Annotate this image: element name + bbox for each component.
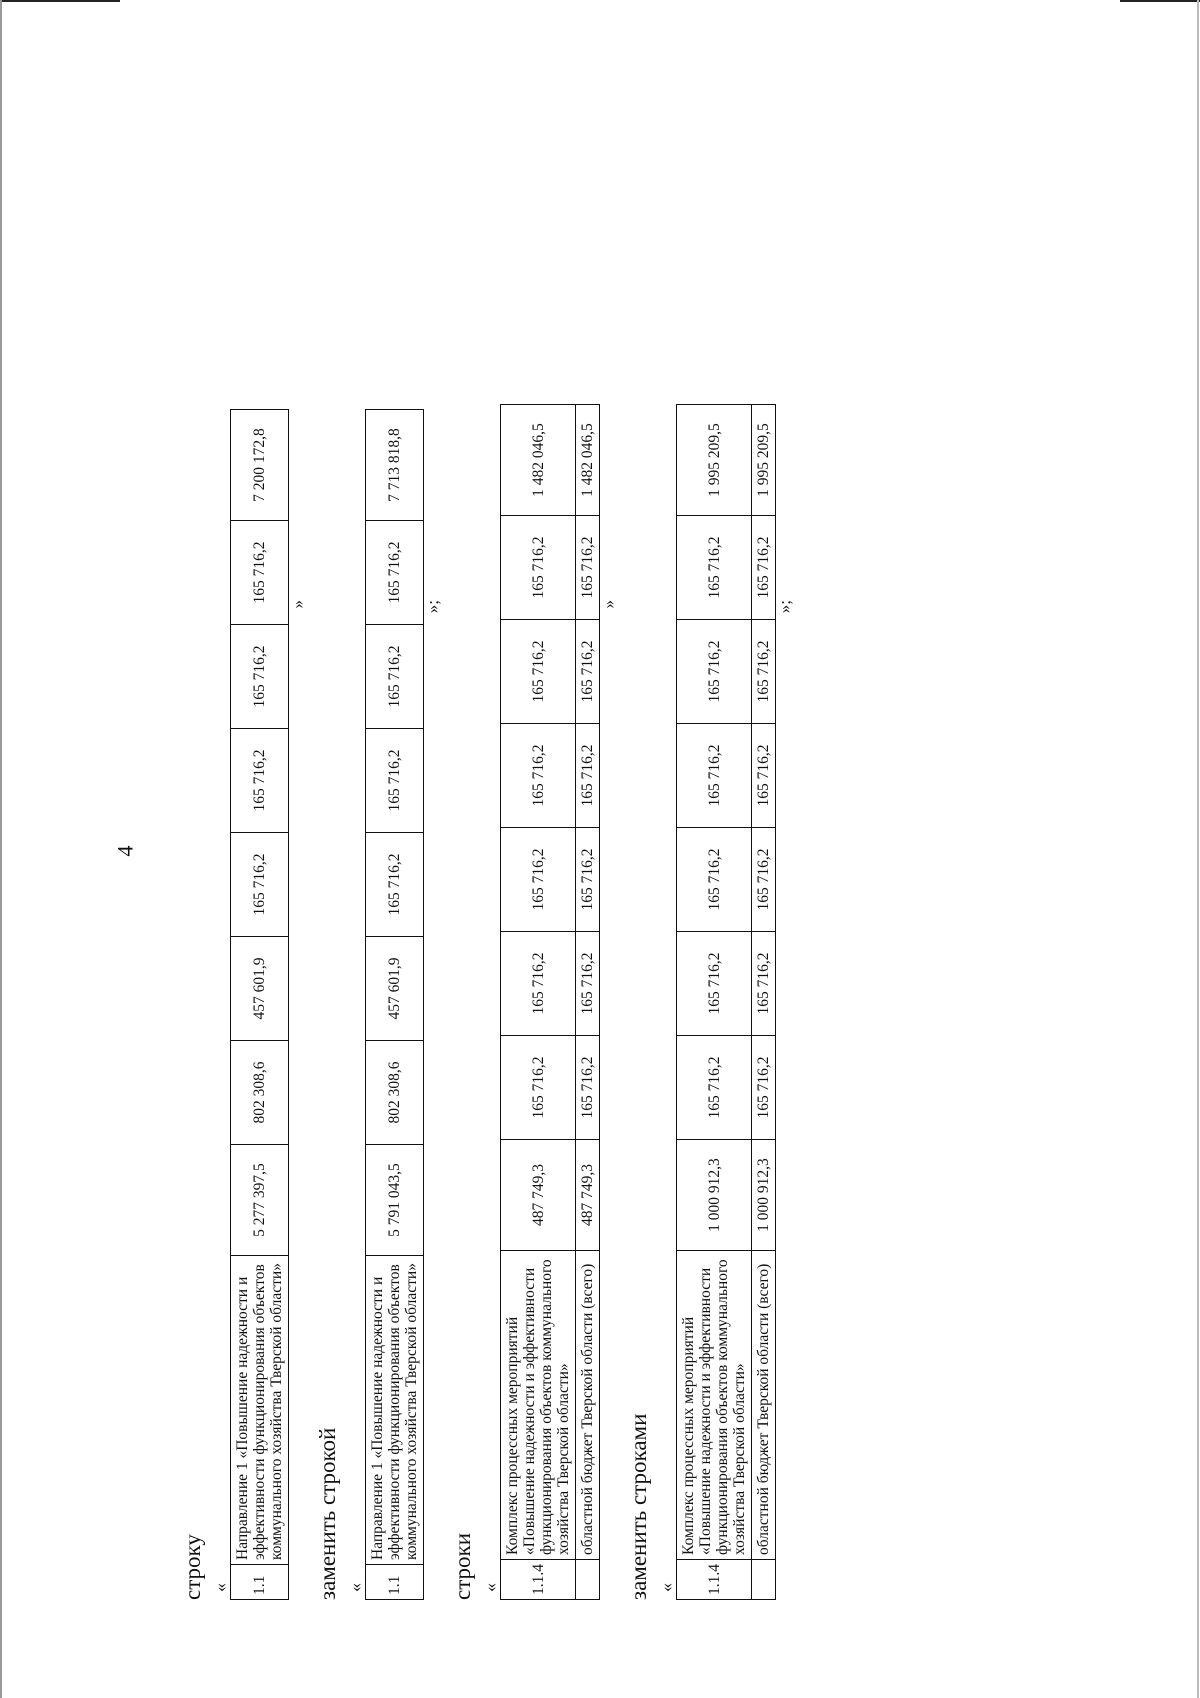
- value-cell: 165 716,2: [752, 932, 776, 1036]
- value-cell: 5 791 043,5: [366, 1145, 424, 1256]
- page-number: 4: [112, 845, 138, 857]
- budget-table: [230, 409, 289, 1600]
- scan-edge-top-right: [1120, 0, 1200, 2]
- open-quote: «: [210, 1583, 230, 1592]
- close-quote: »: [288, 600, 307, 609]
- table-row: [576, 405, 600, 1600]
- value-cell: 165 716,2: [752, 724, 776, 828]
- value-cell: 165 716,2: [677, 932, 752, 1036]
- amendment-block: [622, 60, 794, 1600]
- budget-table: [676, 404, 776, 1600]
- scan-edge-top: [0, 0, 120, 2]
- row-name: Комплекс процессных мероприятий «Повышение надежности и эффективности функционирования объектов коммунального хозяйства Тверской области»: [501, 1251, 576, 1560]
- value-cell: 165 716,2: [501, 724, 576, 828]
- amendment-block: [446, 60, 618, 1600]
- row-number: 1.1: [231, 1565, 289, 1600]
- value-cell: 165 716,2: [752, 1036, 776, 1140]
- value-cell: 165 716,2: [366, 521, 424, 625]
- open-quote: «: [480, 1583, 500, 1592]
- row-number: 1.1: [366, 1565, 424, 1600]
- table-row: [677, 405, 752, 1600]
- scan-edge-left: [0, 0, 2, 1698]
- value-cell: 165 716,2: [576, 724, 600, 828]
- value-cell: 165 716,2: [752, 828, 776, 932]
- value-cell: 165 716,2: [501, 828, 576, 932]
- value-cell: 1 482 046,5: [576, 405, 600, 516]
- value-cell: 165 716,2: [231, 833, 289, 937]
- block-label: строку: [180, 1534, 205, 1600]
- block-label: строки: [450, 1532, 475, 1600]
- table-row: [501, 405, 576, 1600]
- value-cell: 165 716,2: [501, 1036, 576, 1140]
- value-cell: 1 000 912,3: [677, 1140, 752, 1251]
- table-row: [752, 405, 776, 1600]
- value-cell: 457 601,9: [366, 937, 424, 1041]
- value-cell: 165 716,2: [366, 833, 424, 937]
- amendment-block: [176, 60, 307, 1600]
- value-cell: 802 308,6: [366, 1041, 424, 1145]
- value-cell: 1 995 209,5: [677, 405, 752, 516]
- row-name: Направление 1 «Повышение надежности и эффективности функционирования объектов коммунального хозяйства Тверской области»: [366, 1256, 424, 1565]
- row-name: Комплекс процессных мероприятий «Повышение надежности и эффективности функционирования объектов коммунального хозяйства Тверской области»: [677, 1251, 752, 1560]
- row-number: [752, 1560, 776, 1600]
- amendment-block: [311, 60, 442, 1600]
- value-cell: 165 716,2: [677, 724, 752, 828]
- row-number: 1.1.4: [501, 1560, 576, 1600]
- value-cell: 165 716,2: [677, 516, 752, 620]
- value-cell: 165 716,2: [231, 521, 289, 625]
- value-cell: 165 716,2: [576, 1036, 600, 1140]
- close-quote: »;: [775, 600, 794, 614]
- budget-table: [365, 409, 424, 1600]
- value-cell: 1 995 209,5: [752, 405, 776, 516]
- block-label: заменить строками: [626, 1413, 651, 1600]
- value-cell: 165 716,2: [366, 625, 424, 729]
- value-cell: 487 749,3: [501, 1140, 576, 1251]
- value-cell: 165 716,2: [576, 828, 600, 932]
- value-cell: 165 716,2: [752, 516, 776, 620]
- value-cell: 165 716,2: [677, 1036, 752, 1140]
- close-quote: »;: [423, 600, 442, 614]
- value-cell: 165 716,2: [366, 729, 424, 833]
- open-quote: «: [345, 1583, 365, 1592]
- value-cell: 457 601,9: [231, 937, 289, 1041]
- row-name: областной бюджет Тверской области (всего): [752, 1251, 776, 1560]
- value-cell: 165 716,2: [501, 932, 576, 1036]
- value-cell: 165 716,2: [231, 729, 289, 833]
- value-cell: 165 716,2: [576, 516, 600, 620]
- value-cell: 7 200 172,8: [231, 410, 289, 521]
- table-row: [366, 410, 424, 1600]
- value-cell: 165 716,2: [501, 620, 576, 724]
- value-cell: 165 716,2: [576, 620, 600, 724]
- block-label: заменить строкой: [315, 1427, 340, 1600]
- value-cell: 487 749,3: [576, 1140, 600, 1251]
- value-cell: 1 000 912,3: [752, 1140, 776, 1251]
- value-cell: 5 277 397,5: [231, 1145, 289, 1256]
- row-name: Направление 1 «Повышение надежности и эффективности функционирования объектов коммунального хозяйства Тверской области»: [231, 1256, 289, 1565]
- table-row: [231, 410, 289, 1600]
- open-quote: «: [656, 1583, 676, 1592]
- value-cell: 165 716,2: [677, 620, 752, 724]
- value-cell: 165 716,2: [576, 932, 600, 1036]
- value-cell: 1 482 046,5: [501, 405, 576, 516]
- value-cell: 165 716,2: [752, 620, 776, 724]
- document-body: [176, 60, 798, 1600]
- value-cell: 7 713 818,8: [366, 410, 424, 521]
- close-quote: »: [599, 600, 618, 609]
- value-cell: 165 716,2: [501, 516, 576, 620]
- value-cell: 802 308,6: [231, 1041, 289, 1145]
- value-cell: 165 716,2: [677, 828, 752, 932]
- row-name: областной бюджет Тверской области (всего): [576, 1251, 600, 1560]
- budget-table: [500, 404, 600, 1600]
- row-number: [576, 1560, 600, 1600]
- scan-edge-right: [1197, 0, 1199, 1698]
- value-cell: 165 716,2: [231, 625, 289, 729]
- row-number: 1.1.4: [677, 1560, 752, 1600]
